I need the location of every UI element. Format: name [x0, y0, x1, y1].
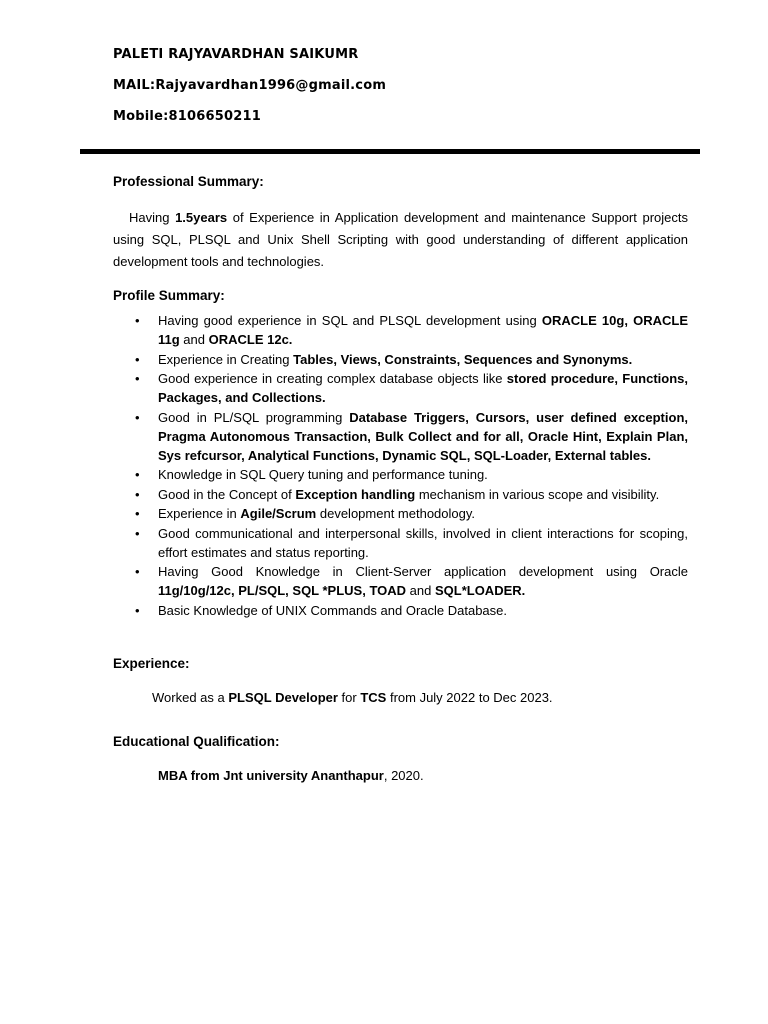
bold-text-segment: ORACLE 10g, ORACLE 11g — [158, 313, 688, 347]
profile-summary-item — [113, 601, 688, 620]
bullet-icon: • — [135, 506, 140, 521]
bold-text-segment: Exception handling — [295, 486, 416, 502]
bullet-icon: • — [135, 525, 140, 541]
bullet-icon: • — [135, 409, 140, 425]
email-line: MAIL:Rajyavardhan1996@gmail.com — [113, 78, 387, 93]
text-segment: for — [337, 690, 361, 705]
profile-summary-list — [113, 311, 688, 620]
candidate-name: PALETI RAJYAVARDHAN SAIKUMR — [113, 47, 359, 62]
text-segment: mechanism in various scope and visibility. — [415, 486, 660, 502]
bold-text-segment: ORACLE 12c. — [208, 332, 293, 347]
bold-text-segment: 1.5years — [175, 210, 228, 225]
profile-summary-item — [113, 485, 688, 504]
bullet-icon: • — [135, 351, 140, 367]
bullet-icon: • — [135, 602, 140, 618]
text-segment: Worked as a — [152, 690, 229, 705]
bullet-icon: • — [135, 467, 140, 482]
bullet-icon: • — [135, 371, 140, 386]
professional-summary-text — [113, 207, 688, 273]
header-divider — [80, 149, 700, 154]
text-segment: Good experience in creating complex database objects like — [158, 371, 507, 386]
education-entry — [158, 768, 424, 783]
bold-text-segment: SQL*LOADER. — [434, 583, 526, 598]
profile-summary-item — [113, 562, 688, 600]
bold-text-segment: stored procedure, Functions, Packages, and Collections. — [158, 371, 688, 405]
text-segment: and — [406, 583, 435, 598]
text-segment: of Experience in Application development and maintenance Support projects using SQL, PLSQL and Unix Shell Scripting with good understanding of different application development tools and technologies. — [113, 210, 688, 269]
text-segment: Knowledge in SQL Query tuning and performance tuning. — [158, 467, 488, 482]
text-segment: Good in PL/SQL programming — [158, 409, 350, 425]
bullet-icon: • — [135, 313, 140, 328]
experience-entry — [152, 690, 553, 705]
education-heading: Educational Qualification: — [113, 734, 280, 749]
mobile-line: Mobile:8106650211 — [113, 109, 261, 124]
text-segment: Having — [129, 210, 176, 225]
experience-heading: Experience: — [113, 656, 190, 671]
text-segment: from July 2022 to Dec 2023. — [386, 690, 553, 705]
bold-text-segment: Agile/Scrum — [240, 506, 317, 521]
profile-summary-item — [113, 465, 688, 484]
bold-text-segment: TCS — [360, 690, 387, 705]
profile-summary-item — [113, 311, 688, 349]
bold-text-segment: MBA from Jnt university Ananthapur — [158, 768, 384, 783]
text-segment: Having Good Knowledge in Client-Server application development using Oracle — [158, 564, 688, 579]
text-segment: Experience in — [158, 506, 241, 521]
bold-text-segment: 11g/10g/12c, PL/SQL, SQL *PLUS, TOAD — [158, 583, 407, 598]
bullet-icon: • — [135, 564, 140, 579]
professional-summary-heading: Professional Summary: — [113, 174, 264, 189]
profile-summary-item — [113, 350, 688, 369]
profile-summary-item — [113, 524, 688, 562]
profile-summary-item — [113, 408, 688, 465]
text-segment: Good communicational and interpersonal skills, involved in client interactions for scoping, effort estimates and status reporting. — [158, 525, 688, 560]
text-segment: , 2020. — [383, 768, 424, 783]
bold-text-segment: Tables, Views, Constraints, Sequences and Synonyms. — [293, 351, 633, 367]
text-segment: Experience in Creating — [158, 351, 294, 367]
text-segment: development methodology. — [316, 506, 475, 521]
profile-summary-heading: Profile Summary: — [113, 288, 225, 303]
profile-summary-item — [113, 504, 688, 523]
bold-text-segment: Database Triggers, Cursors, user defined exception, Pragma Autonomous Transaction, Bulk Collect and for all, Oracle Hint, Explain Plan, Sys refcursor, Analytical Functions, Dynamic SQL, SQL-Loader, External tables. — [158, 409, 688, 463]
text-segment: and — [179, 332, 209, 347]
bold-text-segment: PLSQL Developer — [228, 690, 338, 705]
text-segment: Having good experience in SQL and PLSQL development using — [158, 313, 542, 328]
bullet-icon: • — [135, 486, 140, 502]
profile-summary-item — [113, 369, 688, 407]
text-segment: Good in the Concept of — [158, 486, 296, 502]
text-segment: Basic Knowledge of UNIX Commands and Oracle Database. — [158, 602, 508, 618]
